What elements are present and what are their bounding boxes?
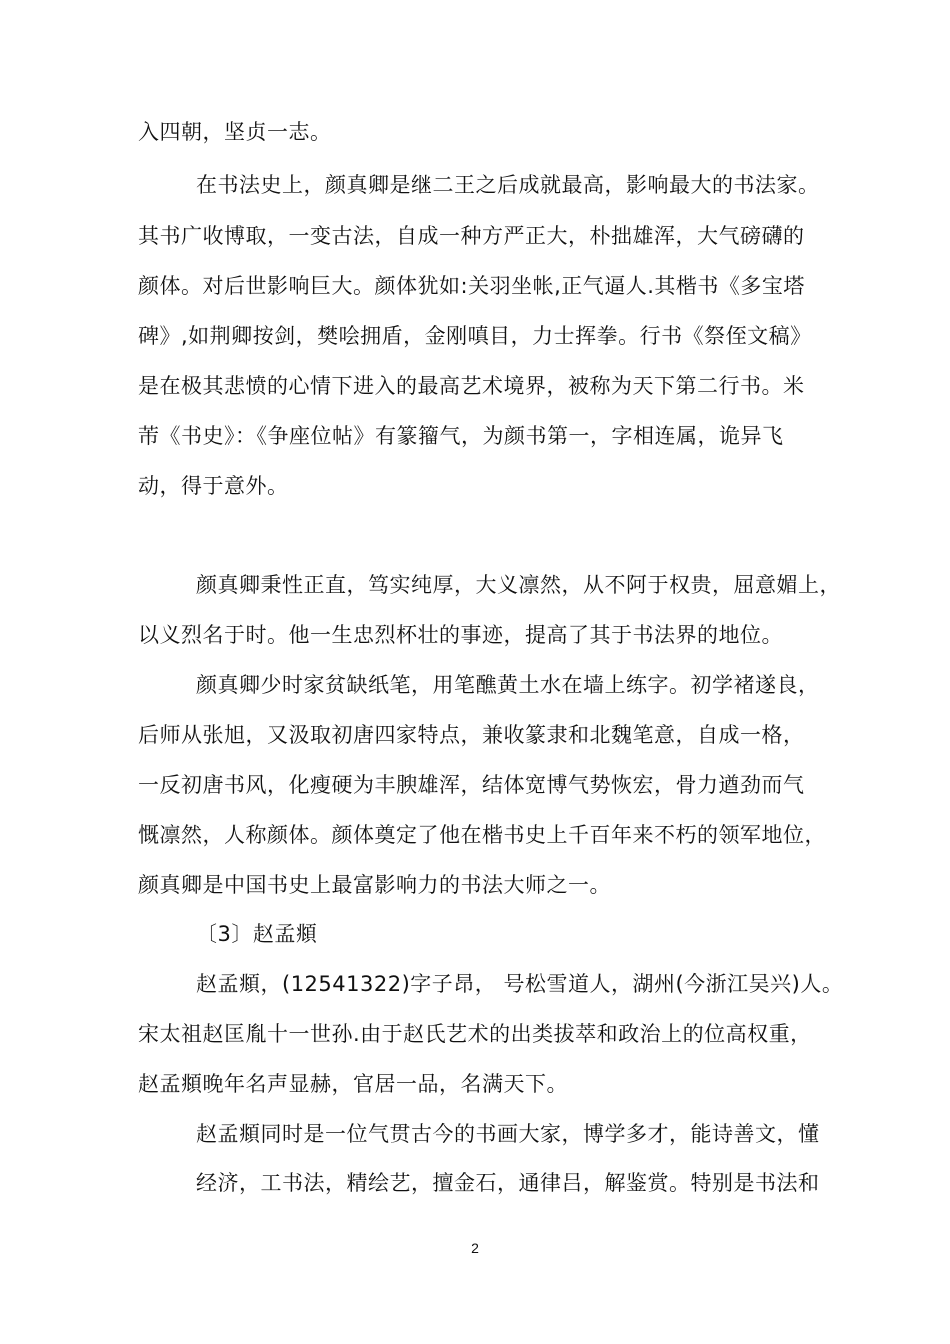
text-line: 一反初唐书风，化瘦硬为丰腴雄浑，结体宽博气势恢宏，骨力遒劲而气 <box>138 773 805 797</box>
text-line: 动，得于意外。 <box>138 474 289 498</box>
text-line: 其书广收博取，一变古法，自成一种方严正大，朴拙雄浑，大气磅礴的 <box>138 224 805 248</box>
text-line: 颜真卿是中国书史上最富影响力的书法大师之一。 <box>138 873 611 897</box>
text-line: 颜体。对后世影响巨大。颜体犹如:关羽坐帐,正气逼人.其楷书《多宝塔 <box>138 274 805 298</box>
text-line: 以义烈名于时。他一生忠烈杯壮的事迹，提高了其于书法界的地位。 <box>138 623 783 647</box>
text-line: 经济，工书法，精绘艺，擅金石，通律吕，解鉴赏。特别是书法和 <box>196 1171 820 1195</box>
section-heading: 〔3〕赵孟頫 <box>196 922 318 946</box>
text-line: 芾《书史》：《争座位帖》有篆籀气，为颜书第一，字相连属，诡异飞 <box>138 424 784 448</box>
text-line: 赵孟頫，(12541322)字子昂， 号松雪道人，湖州(今浙江吴兴)人。 <box>196 972 844 996</box>
text-line: 是在极其悲愤的心情下进入的最高艺术境界，被称为天下第二行书。米 <box>138 374 805 398</box>
text-line: 入四朝，坚贞一志。 <box>138 120 332 144</box>
text-line: 慨凛然，人称颜体。颜体奠定了他在楷书史上千百年来不朽的领军地位， <box>138 823 826 847</box>
text-line: 颜真卿少时家贫缺纸笔，用笔醮黄土水在墙上练字。初学褚遂良， <box>196 673 820 697</box>
text-line: 在书法史上，颜真卿是继二王之后成就最高，影响最大的书法家。 <box>196 173 820 197</box>
text-line: 颜真卿秉性正直，笃实纯厚，大义凛然，从不阿于权贵，屈意媚上， <box>196 573 841 597</box>
text-line: 碑》,如荆卿按剑，樊哙拥盾，金刚嗔目，力士挥拳。行书《祭侄文稿》 <box>138 324 812 348</box>
text-line: 赵孟頫同时是一位气贯古今的书画大家，博学多才，能诗善文，懂 <box>196 1122 820 1146</box>
text-line: 后师从张旭，又汲取初唐四家特点，兼收篆隶和北魏笔意，自成一格， <box>138 723 805 747</box>
text-line: 赵孟頫晚年名声显赫，官居一品，名满天下。 <box>138 1072 568 1096</box>
page-number: 2 <box>471 1240 479 1256</box>
text-line: 宋太祖赵匡胤十一世孙.由于赵氏艺术的出类拔萃和政治上的位高权重， <box>138 1022 812 1046</box>
